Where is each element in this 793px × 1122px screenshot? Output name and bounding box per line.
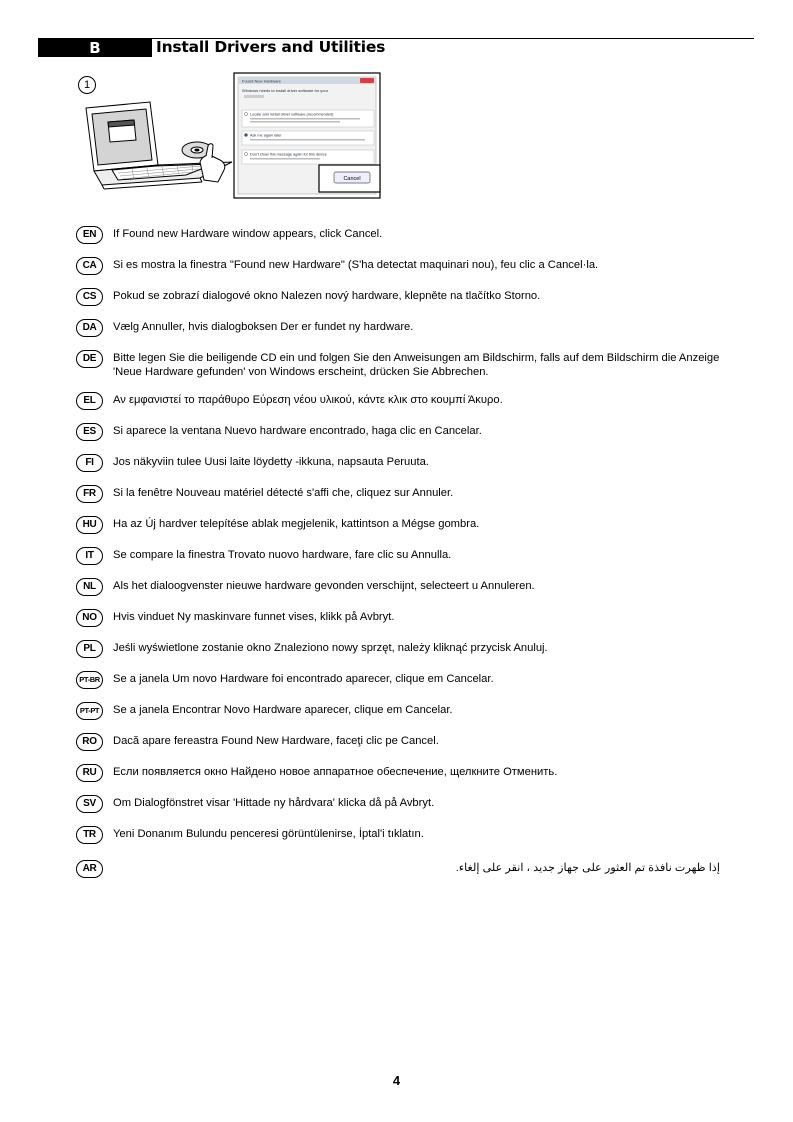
lang-code-hu: HU	[76, 516, 103, 534]
instruction-ru: Если появляется окно Найдено новое аппаратное обеспечение, щелкните Отменить.	[113, 766, 558, 778]
instruction-el: Αν εμφανιστεί το παράθυρο Εύρεση νέου υλικού, κάντε κλικ στο κουμπί Άκυρο.	[113, 394, 503, 406]
instruction-de: Bitte legen Sie die beiligende CD ein und folgen Sie den Anweisungen am Bildschirm, falls auf dem Bildschirm die Anzeige 'Neue Hardware gefunden' von Windows erscheint, drücken Sie Abbrechen.	[113, 352, 720, 378]
lang-code-cs: CS	[76, 288, 103, 306]
lang-code-pt-pt: PT-PT	[76, 702, 103, 720]
lang-code-es: ES	[76, 423, 103, 441]
instruction-pl: Jeśli wyświetlone zostanie okno Znaleziono nowy sprzęt, należy kliknąć przycisk Anuluj.	[113, 642, 548, 654]
lang-code-ar: AR	[76, 860, 103, 878]
dialog-option-ask: Ask me again later	[250, 133, 282, 138]
instruction-cs: Pokud se zobrazí dialogové okno Nalezen nový hardware, klepněte na tlačítko Storno.	[113, 290, 541, 302]
instruction-en: If Found new Hardware window appears, click Cancel.	[113, 228, 383, 240]
page-number: 4	[392, 1073, 401, 1088]
instruction-ar: إذا ظهرت نافذة تم العثور على جهاز جديد ، انقر على إلغاء.	[455, 862, 720, 874]
instruction-da: Vælg Annuller, hvis dialogboksen Der er fundet ny hardware.	[113, 321, 414, 333]
instruction-it: Se compare la finestra Trovato nuovo hardware, fare clic su Annulla.	[113, 549, 452, 561]
instruction-nl: Als het dialoogvenster nieuwe hardware gevonden verschijnt, selecteert u Annuleren.	[113, 580, 535, 592]
dialog-cancel-label: Cancel	[343, 176, 361, 182]
instruction-pt-br: Se a janela Um novo Hardware foi encontrado aparecer, clique em Cancelar.	[113, 673, 494, 685]
lang-code-no: NO	[76, 609, 103, 627]
lang-code-fr: FR	[76, 485, 103, 503]
lang-code-da: DA	[76, 319, 103, 337]
lang-code-en: EN	[76, 226, 103, 244]
lang-code-ca: CA	[76, 257, 103, 275]
lang-code-el: EL	[76, 392, 103, 410]
lang-code-pl: PL	[76, 640, 103, 658]
lang-code-ro: RO	[76, 733, 103, 751]
step-number: 1	[78, 76, 96, 94]
dialog-option-dont-show: Don't show this message again for this device	[250, 152, 327, 157]
instruction-ro: Dacă apare fereastra Found New Hardware, faceţi clic pe Cancel.	[113, 735, 439, 747]
lang-code-it: IT	[76, 547, 103, 565]
dialog-title: Found New Hardware	[242, 78, 281, 84]
instruction-es: Si aparece la ventana Nuevo hardware encontrado, haga clic en Cancelar.	[113, 425, 482, 437]
lang-code-tr: TR	[76, 826, 103, 844]
lang-code-sv: SV	[76, 795, 103, 813]
laptop-illustration	[82, 70, 382, 200]
dialog-prompt: Windows needs to install driver software for your	[242, 88, 329, 93]
lang-code-ru: RU	[76, 764, 103, 782]
section-title: Install Drivers and Utilities	[156, 38, 386, 56]
lang-code-fi: FI	[76, 454, 103, 472]
lang-code-pt-br: PT-BR	[76, 671, 103, 689]
found-new-hardware-dialog	[234, 73, 380, 198]
section-header	[38, 38, 754, 57]
instruction-fr: Si la fenêtre Nouveau matériel détecté s'affi che, cliquez sur Annuler.	[113, 487, 454, 499]
instruction-sv: Om Dialogfönstret visar 'Hittade ny hårdvara' klicka då på Avbryt.	[113, 797, 435, 809]
lang-code-nl: NL	[76, 578, 103, 596]
instruction-pt-pt: Se a janela Encontrar Novo Hardware aparecer, clique em Cancelar.	[113, 704, 453, 716]
instruction-hu: Ha az Új hardver telepítése ablak megjelenik, kattintson a Mégse gombra.	[113, 518, 480, 530]
instruction-tr: Yeni Donanım Bulundu penceresi görüntülenirse, İptal'i tıklatın.	[113, 828, 424, 840]
lang-code-de: DE	[76, 350, 103, 368]
dialog-option-locate: Locate and install driver software (recommended)	[250, 112, 334, 117]
instruction-ca: Si es mostra la finestra "Found new Hardware" (S'ha detectat maquinari nou), feu clic a Cancel·la.	[113, 259, 599, 271]
instruction-fi: Jos näkyviin tulee Uusi laite löydetty -ikkuna, napsauta Peruuta.	[113, 456, 429, 468]
instruction-no: Hvis vinduet Ny maskinvare funnet vises, klikk på Avbryt.	[113, 611, 395, 623]
section-letter: B	[38, 39, 152, 57]
